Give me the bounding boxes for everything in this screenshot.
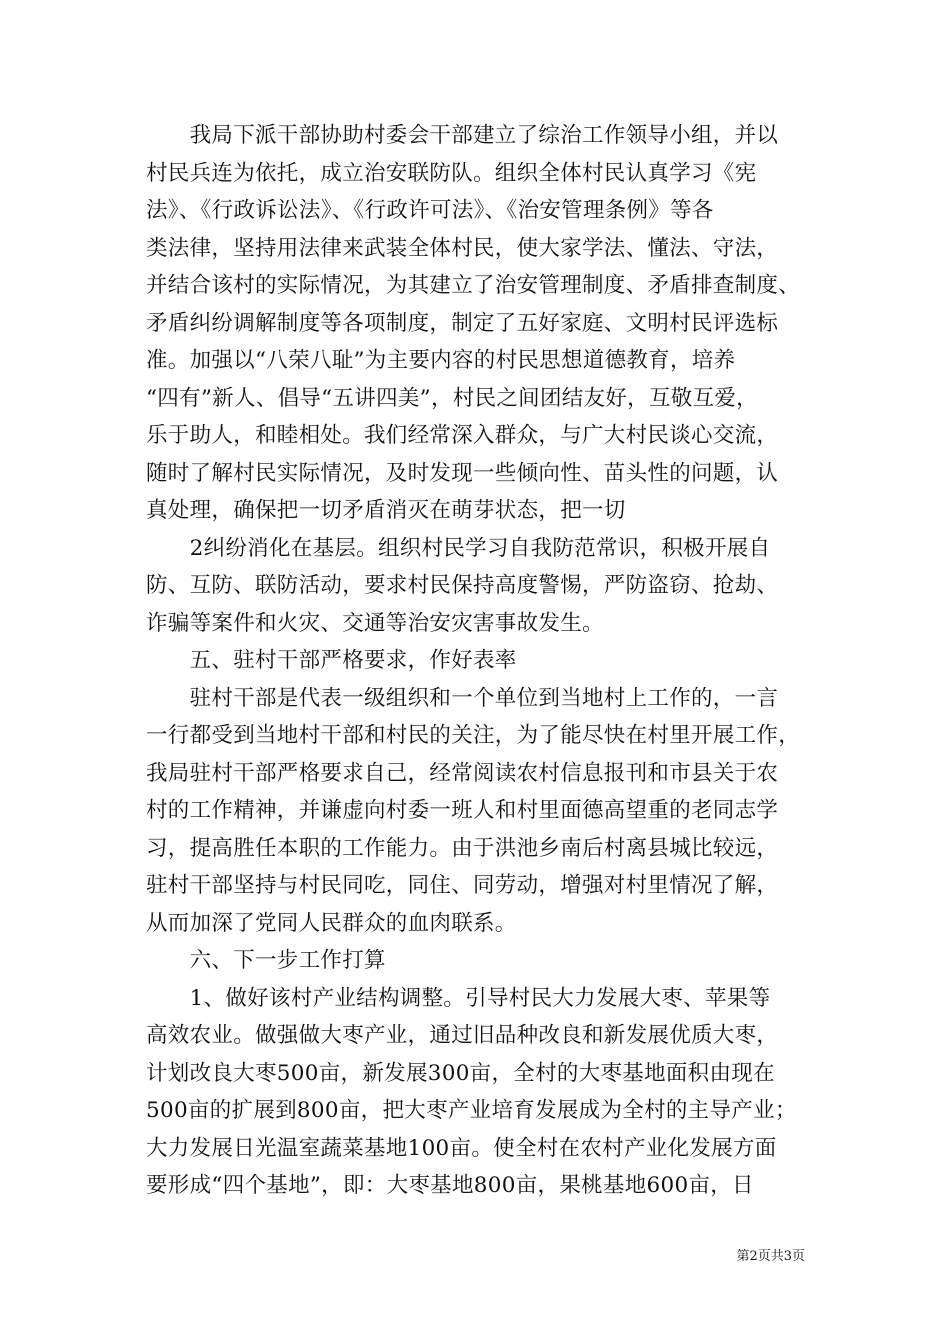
text-line: 500亩的扩展到800亩，把大枣产业培育发展成为全村的主导产业； [146, 1098, 797, 1123]
text-line: 我局驻村干部严格要求自己，经常阅读农村信息报刊和市县关于农 [146, 761, 779, 786]
text-line: 矛盾纠纷调解制度等各项制度，制定了五好家庭、文明村民评选标 [146, 311, 779, 336]
text-line: 从而加深了党同人民群众的血肉联系。 [146, 911, 517, 936]
text-line: 1、做好该村产业结构调整。引导村民大力发展大枣、苹果等 [146, 986, 771, 1011]
text-line: 村的工作精神，并谦虚向村委一班人和村里面德高望重的老同志学 [146, 798, 779, 823]
text-line: 防、互防、联防活动，要求村民保持高度警惕，严防盗窃、抢劫、 [146, 573, 779, 598]
text-line: 村民兵连为依托，成立治安联防队。组织全体村民认真学习《宪 [146, 161, 757, 186]
text-line: 类法律，坚持用法律来武装全体村民，使大家学法、懂法、守法， [146, 236, 779, 261]
text-line: 法》、《行政诉讼法》、《行政许可法》、《治安管理条例》等各 [146, 198, 714, 223]
text-line: 我局下派干部协助村委会干部建立了综治工作领导小组，并以 [146, 123, 779, 148]
text-line: 大力发展日光温室蔬菜基地100亩。使全村在农村产业化发展方面 [146, 1136, 777, 1161]
text-line: 一行都受到当地村干部和村民的关注，为了能尽快在村里开展工作， [146, 723, 801, 748]
text-line: 随时了解村民实际情况，及时发现一些倾向性、苗头性的问题，认 [146, 461, 779, 486]
text-line: 驻村干部是代表一级组织和一个单位到当地村上工作的，一言 [146, 686, 779, 711]
text-line: 驻村干部坚持与村民同吃，同住、同劳动，增强对村里情况了解， [146, 873, 779, 898]
text-line: 计划改良大枣500亩，新发展300亩，全村的大枣基地面积由现在 [146, 1061, 775, 1086]
text-line: 准。加强以“八荣八耻”为主要内容的村民思想道德教育，培养 [146, 348, 736, 373]
text-line: 乐于助人，和睦相处。我们经常深入群众，与广大村民谈心交流， [146, 423, 779, 448]
text-line: 高效农业。做强做大枣产业，通过旧品种改良和新发展优质大枣， [146, 1023, 779, 1048]
text-line: 要形成“四个基地”，即：大枣基地800亩，果桃基地600亩，日 [146, 1173, 754, 1198]
text-line: 诈骗等案件和火灾、交通等治安灾害事故发生。 [146, 611, 604, 636]
section-heading: 五、驻村干部严格要求，作好表率 [146, 648, 517, 673]
text-line: 并结合该村的实际情况，为其建立了治安管理制度、矛盾排查制度、 [146, 273, 801, 298]
section-heading: 六、下一步工作打算 [146, 948, 386, 973]
text-line: 2纠纷消化在基层。组织村民学习自我防范常识，积极开展自 [146, 536, 771, 561]
text-line: “四有”新人、倡导“五讲四美”，村民之间团结友好，互敬互爱， [146, 386, 758, 411]
text-line: 习，提高胜任本职的工作能力。由于洪池乡南后村离县城比较远， [146, 836, 779, 861]
text-line: 真处理，确保把一切矛盾消灭在萌芽状态，把一切 [146, 498, 626, 523]
page-number-footer: 第2页共3页 [736, 1249, 805, 1264]
